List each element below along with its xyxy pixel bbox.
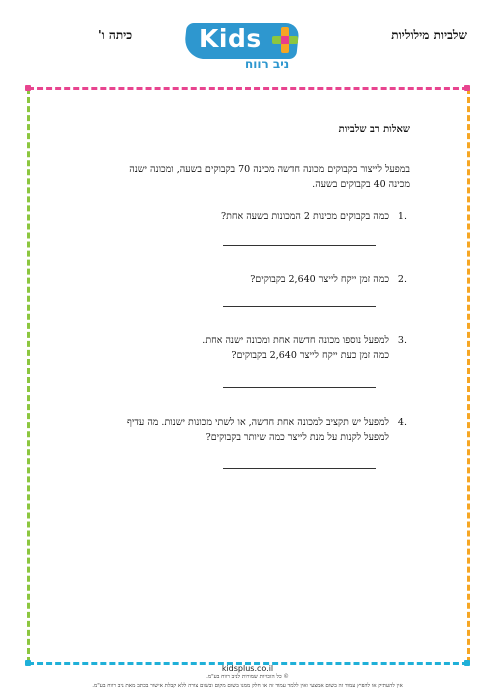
kids-plus-logo — [185, 23, 310, 73]
question-text: כמה זמן ייקח לייצר 2,640 בקבוקים? — [250, 274, 389, 285]
usage-notice: אין להעתיק או להפיץ עמוד זה בשום אמצעי ואין ללמד עמוד זה או חלק ממנו בשום מקום ובשום צורה ללא קבלת אישור בכתב מאת ניב רווח בע"מ. — [92, 683, 403, 689]
problem-intro: במפעל לייצור בקבוקים מכונה חדשה מכינה 70 בקבוקים בשעה, ומכונה ישנה מכינה 40 בקבוקים בשעה. — [129, 164, 410, 190]
question-number: .2 — [397, 274, 407, 285]
answer-line-3[interactable] — [223, 387, 376, 388]
copyright-notice: © כל הזכויות שמורות לניב רווח בע"מ. — [206, 674, 289, 680]
question-text: למפעל יש תקציב למכונה אחת חדשה, או לשתי מכונות ישנות. מה עדיף — [126, 417, 389, 428]
question-4 — [87, 415, 407, 445]
frame-corner-top-right — [464, 85, 470, 91]
question-text-continued: כמה זמן כעת ייקח לייצר 2,640 בקבוקים? — [231, 350, 389, 361]
question-number: .1 — [397, 211, 407, 222]
plus-icon — [272, 27, 298, 53]
answer-line-4[interactable] — [223, 468, 376, 469]
frame-corner-top-left — [25, 85, 31, 91]
grade-label: כיתה ו' — [98, 28, 133, 42]
question-3 — [107, 333, 407, 363]
question-text: כמה בקבוקים מכינות 2 המכונות בשעה אחת? — [220, 211, 389, 222]
frame-top-border — [28, 87, 468, 90]
logo-subtitle: ניב רווח — [245, 57, 290, 71]
question-1 — [107, 209, 407, 224]
website-url: kidsplus.co.il — [221, 664, 274, 673]
question-number: .3 — [397, 335, 407, 346]
question-number: .4 — [397, 417, 407, 428]
frame-left-border — [27, 88, 30, 663]
logo-text: Kids — [199, 24, 262, 53]
question-2 — [107, 272, 407, 287]
frame-right-border — [467, 88, 470, 663]
section-title: שאלות רב שלביות — [338, 124, 410, 135]
worksheet-topic: שלביות מילוליות — [391, 28, 467, 42]
answer-line-2[interactable] — [223, 306, 376, 307]
question-text: למפעל נוספו מכונה חדשה אחת ומכונה ישנה אחת. — [202, 335, 389, 346]
answer-line-1[interactable] — [223, 245, 376, 246]
question-text-continued: למפעל לקנות על מנת לייצר כמה שיותר בקבוקים? — [205, 432, 389, 443]
